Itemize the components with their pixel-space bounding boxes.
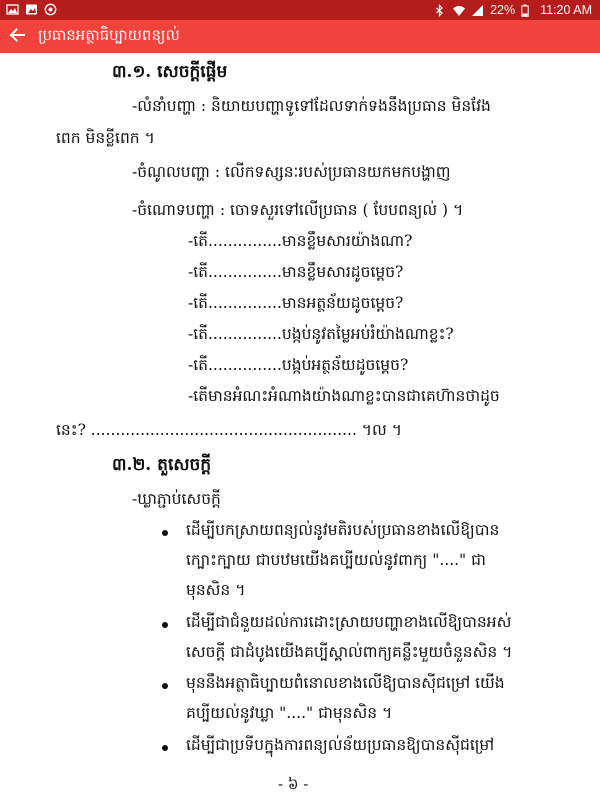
back-button[interactable]	[0, 20, 34, 53]
section-heading-body: ៣.២. តួសេចក្ដី	[112, 455, 212, 475]
bullet-dot	[162, 683, 168, 689]
bullet-2-line-2: សេចក្ដី ជាដំបូងយើងគប្បីស្គាល់ពាក្យគន្លឹះមួយចំនួនសិន ។	[186, 643, 513, 661]
bullet-1-line-3: មុនសិន ។	[186, 581, 246, 599]
question-1: -តើ...............មានខ្លឹមសារយ៉ាងណា?	[188, 232, 413, 250]
bluetooth-icon	[433, 4, 446, 17]
clock: 11:20 AM	[540, 3, 592, 17]
page-number: - ៦ -	[278, 775, 309, 793]
bullet-dot	[162, 622, 168, 628]
question-5: -តើ...............បង្កប់អត្ថន័យដូចម្ដេច?	[188, 356, 409, 374]
question-6-line-1: -តើមានអំណះអំណាងយ៉ាងណាខ្លះបានជាគេហ៊ានថាដូច	[188, 387, 500, 405]
linking-phrase-subheading: -ឃ្លាភ្ជាប់សេចក្ដី	[132, 490, 221, 508]
bullet-2-line-1: ដើម្បីជាជំនួយដល់ការដោះស្រាយបញ្ហាខាងលើឱ្យបានអស់	[186, 613, 512, 631]
intro-line-1: -លំនាំបញ្ហា : និយាយបញ្ហាទូទៅដែលទាក់ទងនឹងប្រធាន មិនវែង	[132, 97, 491, 115]
sync-icon	[44, 3, 57, 16]
bullet-4-line-1: ដើម្បីជាប្រទីបក្នុងការពន្យល់ន័យប្រធានឱ្យបានស៊ីជម្រៅ	[186, 736, 495, 754]
wifi-icon	[452, 4, 465, 17]
pose-problem-line: -ចំណោទបញ្ហា : ចោទសួរទៅលើប្រធាន ( បែបពន្យល់ ) ។	[132, 201, 464, 219]
bullet-1-line-1: ដើម្បីបកស្រាយពន្យល់នូវមតិរបស់ប្រធានខាងលើឱ្យបាន	[186, 521, 500, 539]
question-6-line-2: នេះ? ...................................................... ។ល ។	[56, 421, 402, 439]
bullet-3-line-2: គប្បីយល់នូវឃ្លា "...." ជាមុនសិន ។	[186, 704, 393, 722]
arrow-left-icon	[9, 27, 25, 47]
notification-icons	[6, 3, 57, 16]
image-icon	[6, 3, 19, 16]
status-bar	[0, 0, 600, 20]
question-4: -តើ...............បង្កប់នូវតម្លៃអប់រំយ៉ាងណាខ្លះ?	[188, 325, 454, 343]
question-2: -តើ...............មានខ្លឹមសារដូចម្ដេច?	[188, 263, 404, 281]
document-page[interactable]	[0, 53, 600, 800]
bullet-dot	[162, 745, 168, 751]
gallery-icon	[25, 3, 38, 16]
question-3: -តើ...............មានអត្ថន័យដូចម្ដេច?	[188, 294, 404, 312]
section-heading-intro: ៣.១. សេចក្ដីផ្ដើម	[112, 62, 228, 82]
app-title: ប្រធានអត្ថាធិប្បាយពន្យល់	[38, 25, 180, 44]
app-bar	[0, 20, 600, 53]
intro-line-2: ពេក មិនខ្លីពេក ។	[56, 129, 155, 147]
bullet-dot	[162, 530, 168, 536]
bullet-1-line-2: ក្បោះក្បាយ ជាបឋមយើងគប្បីយល់នូវពាក្យ "...." ជា	[186, 551, 486, 569]
battery-percent: 22%	[490, 3, 516, 17]
bullet-3-line-1: មុននឹងអត្ថាធិប្បាយពំនោលខាងលើឱ្យបានស៊ីជម្រៅ យើង	[186, 674, 505, 692]
system-indicators	[433, 2, 592, 18]
signal-icon	[471, 4, 484, 17]
raise-problem-line: -ចំណូលបញ្ហា : លើកទស្សនៈរបស់ប្រធានយកមកបង្ហាញ	[132, 163, 451, 181]
battery-icon	[521, 4, 534, 17]
